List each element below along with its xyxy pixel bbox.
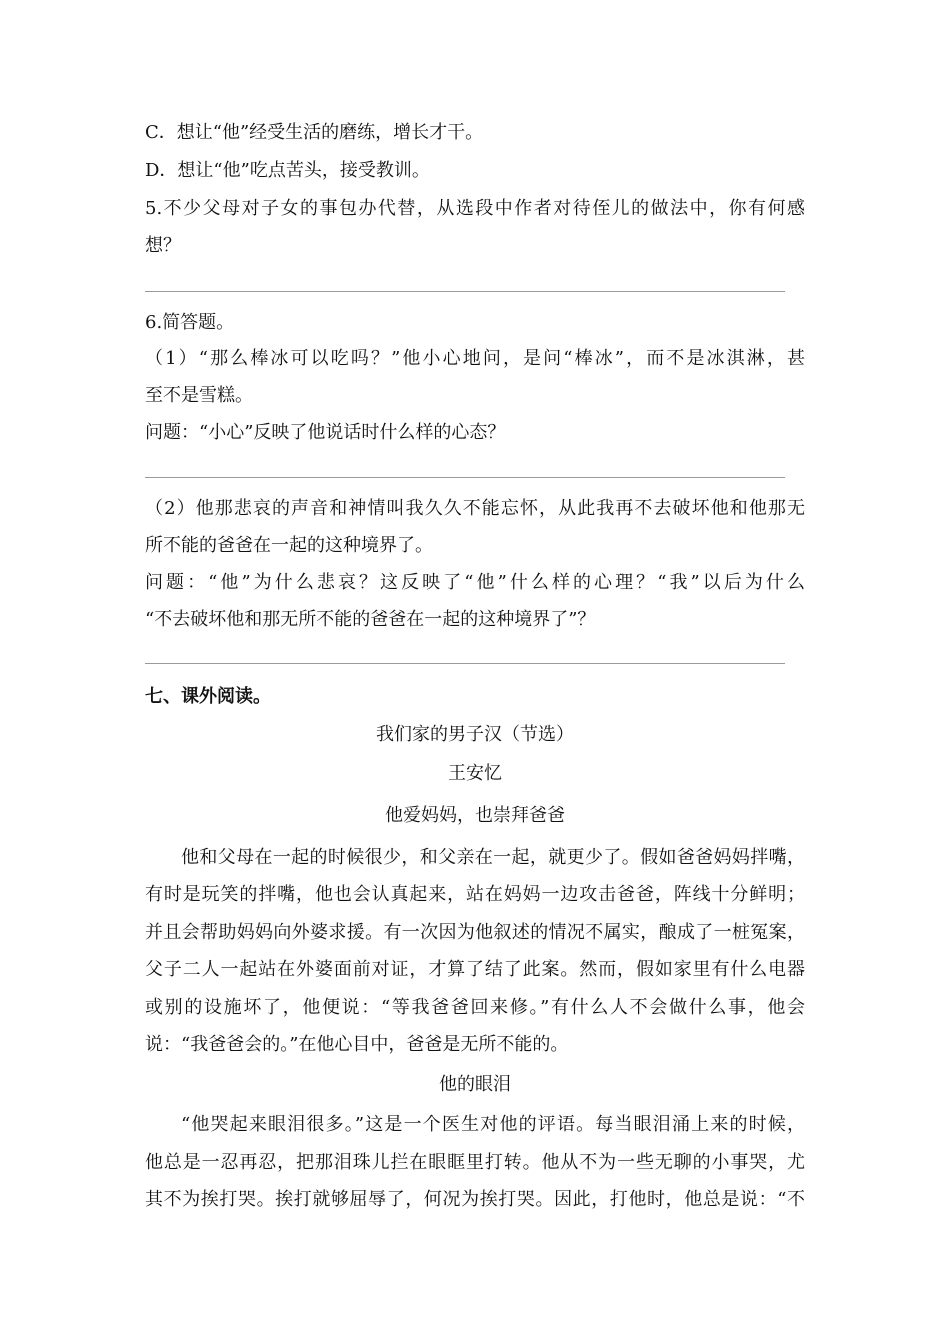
passage-title: 我们家的男子汉（节选） (376, 724, 574, 745)
subheading-1: 他爱妈妈，也崇拜爸爸 (385, 805, 565, 826)
para1-line-3-text: 并且会帮助妈妈向外婆求援。有一次因为他叙述的情况不属实，酿成了一桩冤案， (145, 922, 805, 943)
para1-line-4-text: 父子二人一起站在外婆面前对证，才算了结了此案。然而，假如家里有什么电器 (145, 959, 805, 980)
para2-line-3 (145, 1188, 805, 1212)
passage-author: 王安忆 (448, 763, 502, 784)
q6-part2-line-1: （2）他那悲哀的声音和神情叫我久久不能忘怀，从此我再不去破坏他和他那无 (145, 498, 805, 519)
para1-line-2-text: 有时是玩笑的拌嘴，他也会认真起来，站在妈妈一边攻击爸爸，阵线十分鲜明； (145, 884, 805, 905)
para2-line-2 (145, 1151, 805, 1175)
question-5 (145, 197, 805, 221)
q6-part1-line-1: （1）“那么棒冰可以吃吗？”他小心地问，是问“棒冰”，而不是冰淇淋，甚 (145, 348, 805, 369)
subheading-2: 他的眼泪 (439, 1074, 511, 1095)
para2-line-3-text: 其不为挨打哭。挨打就够屈辱了，何况为挨打哭。因此，打他时，他总是说：“不 (145, 1189, 805, 1210)
para1-line-1 (145, 846, 805, 870)
q6-part1-passage (145, 347, 805, 371)
section-7-heading: 七、课外阅读。 (145, 686, 271, 707)
q6-part1-question: 问题：“小心”反映了他说话时什么样的心态？ (145, 422, 506, 443)
option-d: D．想让“他”吃点苦头，接受教训。 (145, 160, 430, 181)
para1-line-2 (145, 883, 805, 907)
answer-line-q6-2 (145, 663, 785, 664)
answer-line-q6-1 (145, 477, 785, 478)
answer-line-q5 (145, 291, 785, 292)
q6-part2-question-line-2: “不去破坏他和那无所不能的爸爸在一起的这种境界了”？ (145, 609, 596, 630)
para1-line-6: 说：“我爸爸会的。”在他心目中，爸爸是无所不能的。 (145, 1034, 569, 1055)
q6-part2-question-line-1: 问题：“他”为什么悲哀？这反映了“他”什么样的心理？“我”以后为什么 (145, 572, 805, 593)
para1-line-3 (145, 921, 805, 945)
para2-line-2-text: 他总是一忍再忍，把那泪珠儿拦在眼眶里打转。他从不为一些无聊的小事哭，尤 (145, 1152, 805, 1173)
q6-part2-passage (145, 497, 805, 521)
para1-line-5 (145, 996, 805, 1020)
para2-line-1-text: “他哭起来眼泪很多。”这是一个医生对他的评语。每当眼泪涌上来的时候， (181, 1114, 805, 1135)
q6-part2-question (145, 571, 805, 595)
question-5-line-2: 想？ (145, 235, 181, 256)
question-5-line-1: 5.不少父母对子女的事包办代替，从选段中作者对待侄儿的做法中，你有何感 (145, 198, 805, 219)
q6-part2-line-2: 所不能的爸爸在一起的这种境界了。 (145, 535, 433, 556)
q6-part1-line-2: 至不是雪糕。 (145, 385, 253, 406)
para1-line-5-text: 或别的设施坏了，他便说：“等我爸爸回来修。”有什么人不会做什么事，他会 (145, 997, 805, 1018)
option-c: C．想让“他”经受生活的磨练，增长才干。 (145, 122, 484, 143)
para2-line-1 (145, 1113, 805, 1137)
para1-line-1-text: 他和父母在一起的时候很少，和父亲在一起，就更少了。假如爸爸妈妈拌嘴， (181, 847, 805, 868)
para1-line-4 (145, 958, 805, 982)
question-6-title: 6.简答题。 (145, 312, 235, 333)
